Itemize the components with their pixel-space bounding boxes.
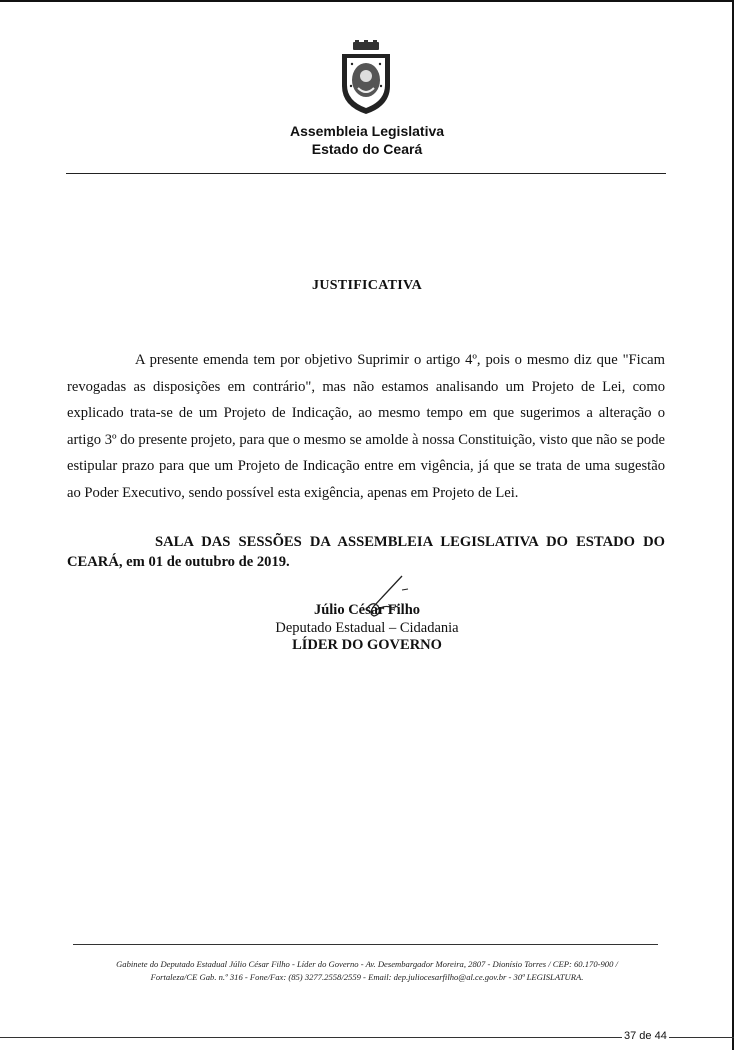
organization-state: Estado do Ceará [311,141,423,157]
closing-statement [67,532,665,572]
signatory-title: LÍDER DO GOVERNO [292,637,442,653]
page-frame-top [0,0,734,2]
justification-paragraph: A presente emenda tem por objetivo Suprimir o artigo 4º, pois o mesmo diz que "Ficam revogadas as disposições em contrário", mas não estamos analisando um Projeto de Lei, como explicado trata-se de um Projeto de Indicação, ao mesmo tempo em que sugerimos a alteração o artigo 3º do presente projeto, para que o mesmo se amolde à nossa Constituição, visto que não se pode estipular prazo para que um Projeto de Indicação entre em vigência, já que se trata de uma sugestão ao Poder Executivo, sendo possível esta exigência, apenas em Projeto de Lei. [67,352,665,501]
footer-line-1: Gabinete do Deputado Estadual Júlio César Filho - Líder do Governo - Av. Desembargador Moreira, 2807 - Dionísio Torres / CEP: 60.170-900 / [116,959,618,969]
justification-body [67,347,665,506]
organization-name: Assembleia Legislativa [289,123,445,139]
closing-text: SALA DAS SESSÕES DA ASSEMBLEIA LEGISLATIVA DO ESTADO DO CEARÁ, em 01 de outubro de 2019. [67,534,665,570]
signatory-role: Deputado Estadual – Cidadania [275,620,459,636]
signatory-name: Júlio César Filho [313,602,421,618]
document-heading: JUSTIFICATIVA [312,278,422,293]
office-footer [60,958,674,984]
ceara-coat-of-arms-icon [336,40,396,116]
footer-line-2: Fortaleza/CE Gab. n.º 316 - Fone/Fax: (85) 3277.2558/2559 - Email: dep.juliocesarfilho@al.ce.gov.br - 30ª LEGISLATURA. [150,972,584,982]
header-divider [66,173,666,174]
footer-divider [73,944,658,945]
page-number: 37 de 44 [624,1030,667,1042]
